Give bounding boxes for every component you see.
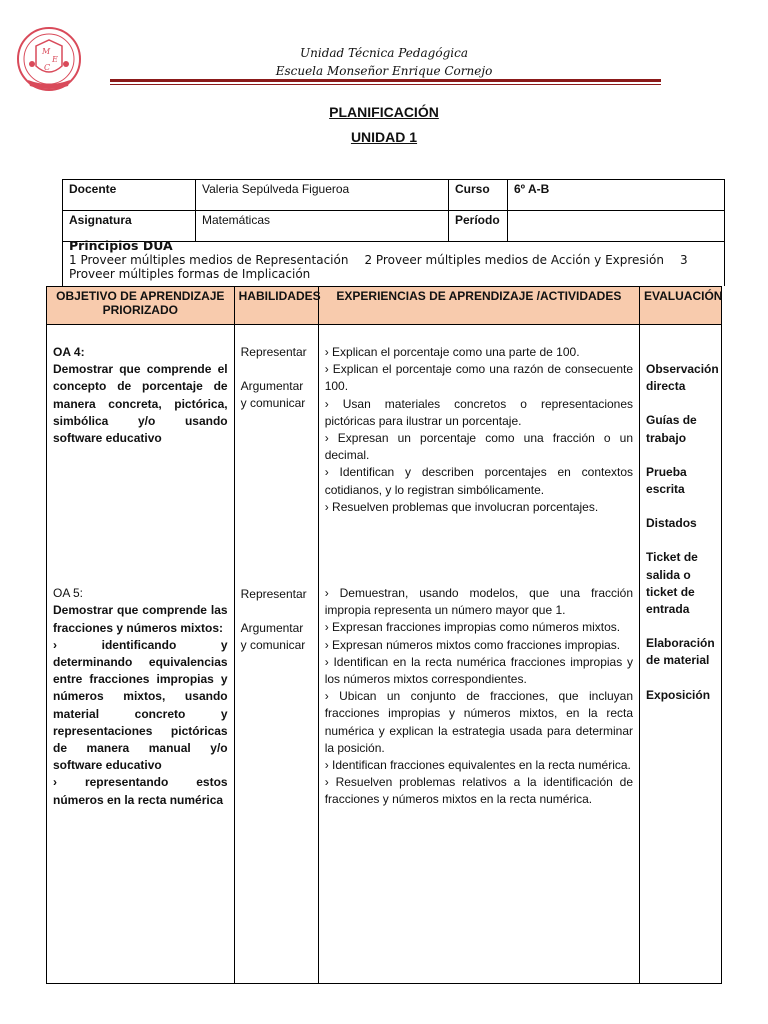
evaluation-item: Elaboración de material <box>646 636 715 668</box>
oa5-text-3: › representando estos números en la recta numérica <box>53 775 228 807</box>
docente-value: Valeria Sepúlveda Figueroa <box>196 180 449 211</box>
oa4-activities <box>325 344 633 516</box>
evaluation-item: Observación directa <box>646 362 719 394</box>
page-subtitle: UNIDAD 1 <box>350 129 418 145</box>
oa4-skill-1: Representar <box>240 345 307 359</box>
info-table <box>62 179 725 242</box>
header-school: Escuela Monseñor Enrique Cornejo <box>275 64 493 78</box>
oa4-activity: › Resuelven problemas que involucran porcentajes. <box>324 499 599 514</box>
svg-text:M: M <box>42 47 51 56</box>
header-evaluation: EVALUACIÓN <box>640 287 722 325</box>
activities-cell <box>318 325 639 984</box>
asignatura-label: Asignatura <box>63 211 196 242</box>
header-activities: EXPERIENCIAS DE APRENDIZAJE /ACTIVIDADES <box>318 287 639 325</box>
oa4-skills <box>241 344 312 413</box>
evaluation-cell <box>640 325 722 984</box>
evaluation-item: Guías de trabajo <box>646 413 697 445</box>
oa5-text-2: › identificando y determinando equivalencias entre fracciones impropias y números mixtos, usando material concreto y representaciones pictóricas de manera manual y/o software educativo <box>53 637 228 773</box>
dua-principle-1: 1 Proveer múltiples medios de Representación <box>69 253 349 267</box>
dua-heading: Principios DUA <box>69 238 173 253</box>
oa5-activity: › Resuelven problemas relativos a la identificación de fracciones y números mixtos en la recta numérica. <box>324 775 634 807</box>
periodo-value <box>508 211 725 242</box>
objectives-cell <box>47 325 235 984</box>
docente-label: Docente <box>63 180 196 211</box>
dua-principle-3-num: 3 <box>679 253 688 267</box>
oa5-skill-2: Argumentar y comunicar <box>240 620 306 653</box>
oa5-activity: › Expresan fracciones impropias como números mixtos. <box>324 620 621 635</box>
oa5-activities <box>325 585 633 809</box>
svg-text:C: C <box>44 63 51 72</box>
evaluation-item: Exposición <box>646 687 711 702</box>
oa5-activity: › Identifican en la recta numérica fracciones impropias y los números mixtos correspondientes. <box>324 654 634 687</box>
evaluation-item: Distados <box>646 516 697 531</box>
oa5-activity: › Demuestran, usando modelos, que una fracción impropia representa un número mayor que 1. <box>324 586 634 618</box>
planning-table <box>46 286 722 984</box>
oa5-code: OA 5: <box>53 586 84 601</box>
periodo-label: Período <box>449 211 508 242</box>
oa4-activity: › Explican el porcentaje como una parte de 100. <box>324 345 580 359</box>
evaluation-item: Prueba escrita <box>646 464 687 497</box>
oa5-skill-1: Representar <box>240 586 307 601</box>
evaluation-item: Ticket de salida o ticket de entrada <box>646 550 698 617</box>
dua-principle-2: 2 Proveer múltiples medios de Acción y Expresión <box>364 253 664 267</box>
header-rule-thin <box>110 84 661 85</box>
oa4-code: OA 4: <box>53 345 85 359</box>
oa5-activity: › Identifican fracciones equivalentes en la recta numérica. <box>324 758 631 773</box>
svg-text:E: E <box>52 55 58 64</box>
oa5-activity: › Expresan números mixtos como fracciones impropias. <box>324 637 621 652</box>
oa4-block <box>53 344 228 447</box>
dua-principles <box>62 239 725 286</box>
header-objective: OBJETIVO DE APRENDIZAJE PRIORIZADO <box>47 287 235 325</box>
curso-label: Curso <box>449 180 508 211</box>
header-unit: Unidad Técnica Pedagógica <box>300 46 468 60</box>
curso-value: 6º A-B <box>508 180 725 211</box>
oa5-skills <box>241 586 312 655</box>
oa4-activity: › Usan materiales concretos o representaciones pictóricas para ilustrar un porcentaje. <box>324 396 634 428</box>
dua-principle-3: Proveer múltiples formas de Implicación <box>69 267 311 281</box>
asignatura-value: Matemáticas <box>196 211 449 242</box>
oa4-activity: › Identifican y describen porcentajes en contextos cotidianos, y lo registran simbólicamente. <box>324 465 634 497</box>
header-rule <box>110 79 661 82</box>
oa4-activity: › Explican el porcentaje como una razón de consecuente 100. <box>324 362 634 394</box>
oa5-block <box>53 585 228 809</box>
header-skills: HABILIDADES <box>234 287 318 325</box>
oa5-activity: › Ubican un conjunto de fracciones, que incluyan fracciones impropias y números mixtos, en la recta numérica y explican la estrategia usada para determinar la posición. <box>324 689 634 755</box>
oa5-text-1: Demostrar que comprende las fracciones y números mixtos: <box>53 603 228 635</box>
oa4-activity: › Expresan un porcentaje como una fracción o un decimal. <box>324 431 634 463</box>
evaluation-list <box>646 361 719 704</box>
oa4-text: Demostrar que comprende el concepto de porcentaje de manera concreta, pictórica, simbólica y/o usando software educativo <box>53 362 228 446</box>
page-title: PLANIFICACIÓN <box>329 104 439 120</box>
oa4-skill-2: Argumentar y comunicar <box>240 379 306 411</box>
dua-line <box>69 253 724 267</box>
skills-cell <box>234 325 318 984</box>
